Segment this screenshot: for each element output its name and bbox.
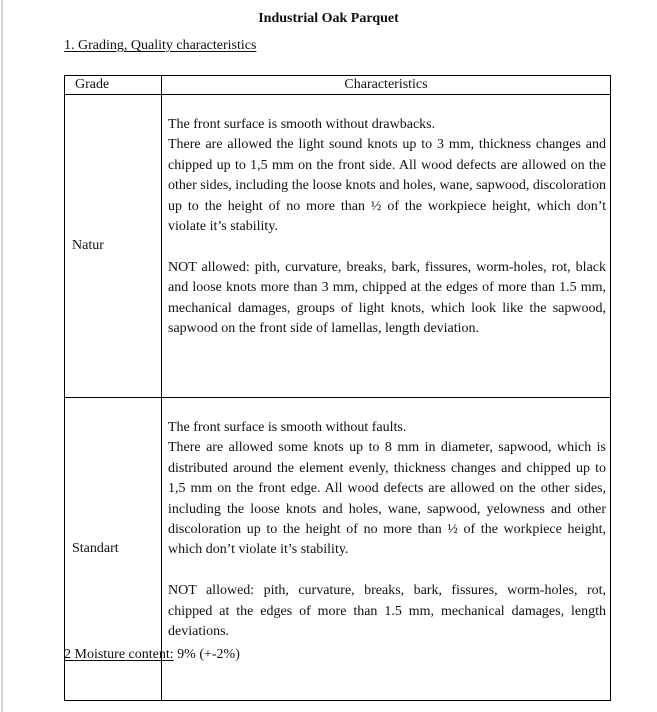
characteristics-cell-natur [162,95,611,398]
not-allowed-defects: NOT allowed: pith, curvature, breaks, bark, fissures, worm-holes, rot, black and loose knots more than 3 mm, chipped at the edges of more than 1.5 mm, mechanical damages, groups of light knots, which look like the sapwood, sapwood on the front side of lamellas, length deviation. [168,259,606,337]
grade-name-natur: Natur [65,95,162,398]
page-edge [1,0,3,712]
moisture-label: 2 Moisture content: [64,647,174,662]
moisture-content [64,646,240,664]
not-allowed-defects: NOT allowed: pith, curvature, breaks, bark, fissures, worm-holes, rot, chipped at the edges of more than 1.5 mm, mechanical damages, length deviations. [168,583,606,640]
allowed-intro: The front surface is smooth without drawbacks. [168,117,436,132]
column-header-grade: Grade [65,76,162,95]
grading-table [64,75,611,701]
moisture-value: 9% (+-2%) [173,647,240,662]
allowed-defects: There are allowed some knots up to 8 mm in diameter, sapwood, which is distributed around the element evenly, thickness changes and chipped up to 1,5 mm on the front edge. All wood defects are allowed on the other sides, including the loose knots and holes, wane, sapwood, yelowness and other discoloration up to the height of no more than ½ of the workpiece height, which don’t violate it’s stability. [168,440,606,558]
allowed-defects: There are allowed the light sound knots up to 3 mm, thickness changes and chipped up to 1,5 mm on the front side. All wood defects are allowed on the other sides, including the loose knots and holes, wane, sapwood, discoloration up to the height of no more than ½ of the workpiece height, which don’t violate it’s stability. [168,137,606,235]
column-header-characteristics: Characteristics [162,76,611,95]
document-title: Industrial Oak Parquet [258,11,399,26]
table-row [65,95,611,398]
section-heading-grading: 1. Grading, Quality characteristics [64,38,257,53]
allowed-intro: The front surface is smooth without faults. [168,420,407,435]
table-header-row [65,76,611,95]
grade-name-standart: Standart [65,398,162,701]
